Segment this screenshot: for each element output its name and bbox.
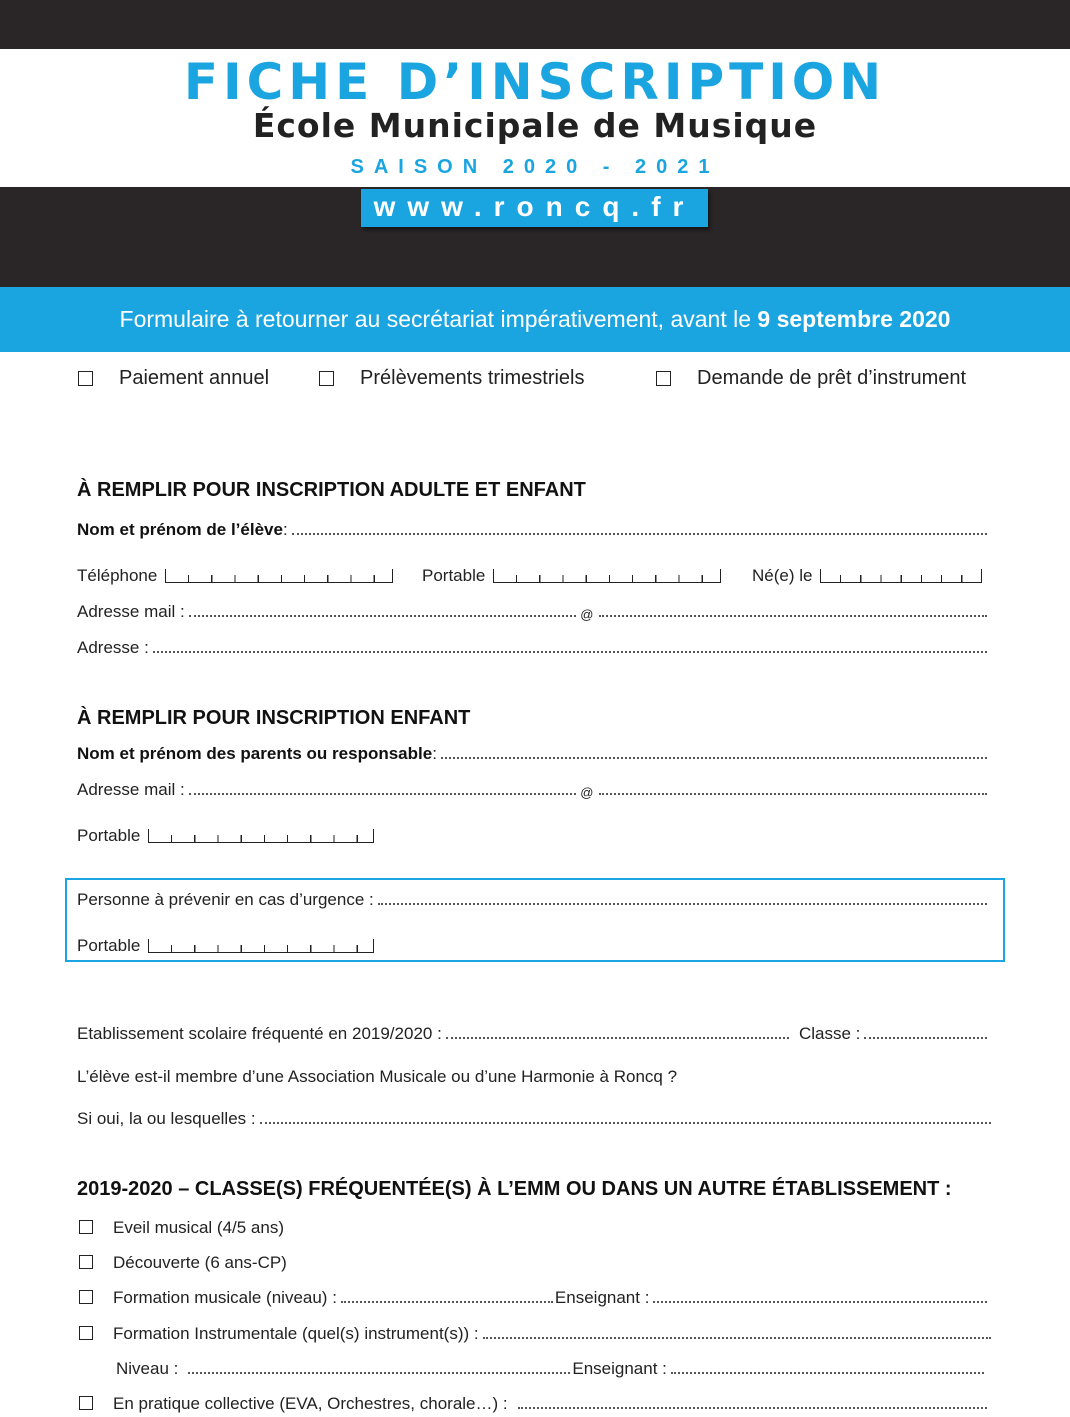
- teacher-label: Enseignant :: [572, 1359, 667, 1378]
- class-label: En pratique collective (EVA, Orchestres, chorale…) :: [113, 1394, 508, 1413]
- parent-mobile-field[interactable]: [77, 822, 374, 846]
- checkbox[interactable]: [79, 1396, 93, 1410]
- class-field[interactable]: [799, 1020, 989, 1044]
- field-label: Etablissement scolaire fréquenté en 2019/2020 :: [77, 1024, 442, 1043]
- at-sign: @: [580, 785, 594, 800]
- checkbox[interactable]: [319, 371, 334, 386]
- dotted-line[interactable]: [864, 1037, 987, 1039]
- field-label: Portable: [422, 566, 486, 585]
- mobile-field[interactable]: [422, 562, 721, 586]
- option-label: Prélèvements trimestriels: [360, 366, 585, 389]
- class-formation-musicale[interactable]: [79, 1284, 989, 1308]
- dotted-line[interactable]: [189, 615, 577, 617]
- section-heading-child: À REMPLIR POUR INSCRIPTION ENFANT: [77, 707, 471, 729]
- dotted-line[interactable]: [189, 793, 577, 795]
- address-field[interactable]: [77, 634, 989, 658]
- association-question: [77, 1063, 677, 1087]
- digit-boxes[interactable]: [165, 569, 393, 583]
- date-boxes[interactable]: [820, 569, 982, 583]
- option-label: Paiement annuel: [119, 366, 270, 389]
- field-label: Adresse mail :: [77, 780, 185, 799]
- dotted-line[interactable]: [483, 1337, 991, 1339]
- emergency-contact-field[interactable]: [77, 886, 989, 910]
- student-name-field[interactable]: [77, 516, 989, 540]
- dotted-line[interactable]: [446, 1037, 789, 1039]
- dotted-line[interactable]: [292, 533, 987, 535]
- class-label: Eveil musical (4/5 ans): [113, 1218, 285, 1237]
- field-colon: :: [282, 520, 288, 539]
- phone-field[interactable]: [77, 562, 393, 586]
- association-name-field[interactable]: [77, 1105, 993, 1129]
- checkbox[interactable]: [79, 1220, 93, 1234]
- field-label: Niveau :: [116, 1359, 179, 1378]
- parents-name-field[interactable]: [77, 740, 989, 764]
- student-email-field[interactable]: [77, 598, 989, 622]
- dotted-line[interactable]: [518, 1407, 987, 1409]
- field-label: Nom et prénom des parents ou responsable: [77, 744, 433, 763]
- checkbox[interactable]: [79, 1255, 93, 1269]
- class-formation-instrumentale[interactable]: [79, 1320, 993, 1344]
- class-label: Formation Instrumentale (quel(s) instrument(s)) :: [113, 1324, 479, 1343]
- digit-boxes[interactable]: [148, 829, 374, 843]
- school-field[interactable]: [77, 1020, 791, 1044]
- dotted-line[interactable]: [341, 1301, 553, 1303]
- class-eveil-musical[interactable]: [79, 1214, 284, 1238]
- notice-body: Formulaire à retourner au secrétariat impérativement, avant le: [119, 306, 758, 332]
- dotted-line[interactable]: [378, 903, 987, 905]
- notice-text: [0, 304, 1070, 334]
- section-heading-adult-child: À REMPLIR POUR INSCRIPTION ADULTE ET ENFANT: [77, 479, 586, 501]
- option-annual-payment[interactable]: [78, 365, 269, 391]
- field-label: Portable: [77, 826, 141, 845]
- dotted-line[interactable]: [671, 1372, 984, 1374]
- class-pratique-collective[interactable]: [79, 1390, 989, 1414]
- teacher-label: Enseignant :: [554, 1288, 650, 1307]
- dotted-line[interactable]: [599, 615, 987, 617]
- field-label: Nom et prénom de l’élève: [77, 520, 283, 539]
- school-name: École Municipale de Musique: [252, 106, 818, 145]
- option-instrument-loan[interactable]: [656, 365, 966, 391]
- field-label: Né(e) le: [752, 566, 813, 585]
- class-label: Découverte (6 ans-CP): [113, 1253, 287, 1272]
- field-label: Classe :: [799, 1024, 861, 1043]
- dotted-line[interactable]: [441, 757, 987, 759]
- field-label: Adresse :: [77, 638, 149, 657]
- notice-deadline: 9 septembre 2020: [757, 306, 951, 332]
- field-label: Portable: [77, 936, 141, 955]
- checkbox[interactable]: [79, 1290, 93, 1304]
- website-link[interactable]: www.roncq.fr: [361, 189, 708, 227]
- form-title: FICHE D’INSCRIPTION: [183, 53, 887, 111]
- emergency-mobile-field[interactable]: [77, 932, 374, 956]
- field-colon: :: [432, 744, 437, 763]
- dotted-line[interactable]: [653, 1301, 987, 1303]
- header-top-bar: [0, 0, 1070, 49]
- option-quarterly-debit[interactable]: [319, 365, 585, 391]
- dotted-line[interactable]: [188, 1372, 570, 1374]
- instrument-level-field[interactable]: [116, 1355, 986, 1379]
- digit-boxes[interactable]: [493, 569, 721, 583]
- field-label: Si oui, la ou lesquelles :: [77, 1109, 256, 1128]
- class-decouverte[interactable]: [79, 1249, 287, 1273]
- question-text: L’élève est-il membre d’une Association Musicale ou d’une Harmonie à Roncq ?: [77, 1067, 678, 1086]
- field-label: Téléphone: [77, 566, 158, 585]
- checkbox[interactable]: [79, 1326, 93, 1340]
- option-label: Demande de prêt d’instrument: [697, 366, 967, 389]
- dotted-line[interactable]: [260, 1122, 991, 1124]
- section-heading-classes: 2019-2020 – CLASSE(S) FRÉQUENTÉE(S) À L’EMM OU DANS UN AUTRE ÉTABLISSEMENT :: [77, 1178, 952, 1200]
- field-label: Personne à prévenir en cas d’urgence :: [77, 890, 374, 909]
- birthdate-field[interactable]: [752, 562, 982, 586]
- class-label: Formation musicale (niveau) :: [113, 1288, 337, 1307]
- checkbox[interactable]: [78, 371, 93, 386]
- checkbox[interactable]: [656, 371, 671, 386]
- field-label: Adresse mail :: [77, 602, 185, 621]
- dotted-line[interactable]: [153, 651, 987, 653]
- season-label: SAISON 2020 - 2021: [350, 156, 720, 178]
- at-sign: @: [580, 607, 594, 622]
- dotted-line[interactable]: [599, 793, 987, 795]
- digit-boxes[interactable]: [148, 939, 374, 953]
- parent-email-field[interactable]: [77, 776, 989, 800]
